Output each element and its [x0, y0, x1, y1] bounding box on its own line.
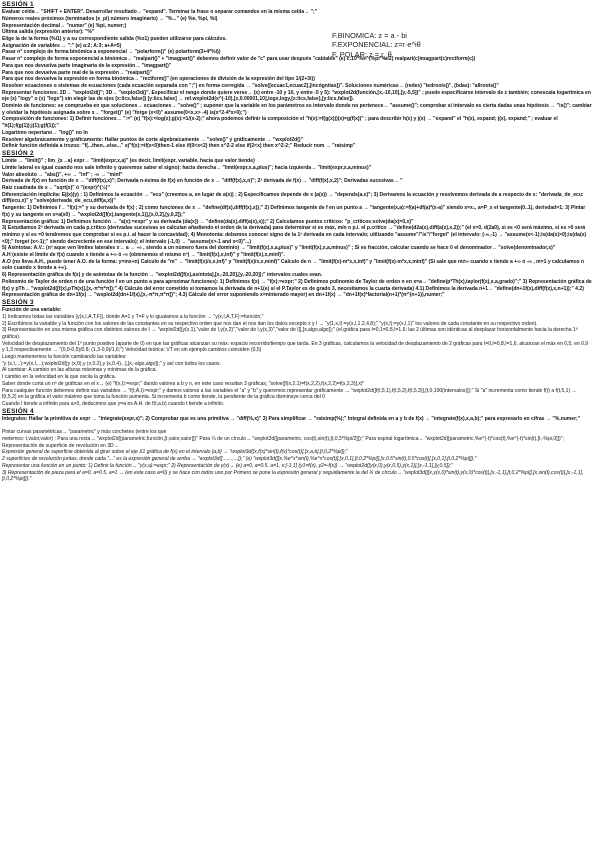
paragraph: Composición de funciones: 1) Definir funciones→ ":=" (e) "f(x):=log(x);g(x):=1/(x-2);" ahora podemos definir la composición el "h(x):=f(g(x)))(x)=g(f(x))" ; para describir h(x) y j(x) → "expand" el "h(x), expand; j(x), expand;" ; evaluar el "h(1);f(g(1));j(1);g(f(1));" — [2, 116, 560, 130]
paragraph: A.O (no lleva A.H., puede tener A.O. de la forma: y=mx+n) Calculo de "m" → "limit(f(x)/x,x,inf)" y "limit(f(x)/x,x,minf)" Calculo de n → "limit(f(x)-m*x,x,inf)" y "limit(f(x)-m*x,x,minf)" (Si sale que m≠∞ cuando x tiende a +∞ ó -∞ , m=1 y calculamos n solo cuando x tiende a +∞). — [2, 258, 586, 272]
paragraph: Representar una función en un punto: 1) Definir la función→ "y(x,a):=expr;" 2) Representación de y(x)→ (e) a=0, a=0.5, a=1, x:[-1,1] (y1=f(x), y2=-f(x)) → "wxplot2d([y(x,0),y(x,0.5),y(x,1)],[x,-1,1],[y,0,5]);" — [2, 462, 453, 469]
paragraph: Diferenciación implícita: Ej(x)(y) : 1) Definimos la ecuación → "ecu" (creemos a, en lugar de a(x)) ; 2) Especificamos depende de x (a(x)) → "depends(a,x)"; 3) Derivamos la ecuación y resolvemos derivada de a respecto de x: "derivada_de_ecu: diff(ecu,x)" y "solve(derivada_de_ecu,diff(a,x))" — [2, 191, 586, 205]
paragraph: Representar funciones: 2D→ "wxplot2d()"; 3D→ "wxplot3d()". Especificar el rango donde quiere verse→ (x) entre -10 y 10, y entre -5 y 5): "wxplot2d(función,[x,-10,10],[y,-5,5])" ; puede especificarse intervalo de z también; conescala logarítmica en eje (x) "logy" o (x) "logx") sin elegir las de ejes [x:lics,false]) [y:lics,false] → ref.wxplot2d(x^(-10),[x,0.00001,10],logx,logy,[x:lics,false],[y:lics,false]). — [2, 89, 593, 103]
paragraph: Saber donde corta un nº de gráficas en el x→ (e) "f(x,I):=expr;" dando valores a b y n, en este caso resultan 3 gráficas; "solve([f(x,2,1)=f(x,2,2),f(x,2,2)=f(x,2,3)],x)" — [2, 380, 365, 387]
paragraph: A.H (existe el límite de f(x) cuando x tiende a +∞ ó -∞ (obtenemos el mismo nº) → "limit(f(x),x,inf)" y "limit(f(x),x,minf)". — [2, 252, 285, 259]
paragraph: Elige la de la forma (%i1) y a su correspondiente salida (%o1) pueden utilizarse para cálculos. — [2, 36, 227, 43]
paragraph: Pasar n° complejo de forma exponencial a binómica→ "realpart()" + "imagpart()" debemos definir valor de "c" para usar después "cabiable" (e) c:10*%e^(%pi*%i/2) realpart(c)imagpart(c)rectform(c)) — [2, 56, 476, 63]
paragraph: metemos: t,valor,valor) : Para una recta→ "wxplot2d([parametric,función,[t,valor,valor]])" Para ¼ de un círculo→ "wxplot2d([parametric, cos(t),sin(t),[t,0,3*%pi/2]]);" Para espiral logarítmica→ "wxplot2d([parametric,%e^(-t)*cos(t),%e^(-t)*sin(t),[t,-%pi,0]])"; — [2, 436, 564, 442]
paragraph: Polinomio de Taylor de orden n de una función f en un punto a para aproximar funciones): 1) Definimos f(x) → "f(x):=expr;" 2) Definimos polinomio de Taylor de orden n en x=a→ "define(p*Th(x),taylor(f(x),x,a,grado)";" 3) Representación gráfica de f(x) y pTh→ "wxplot2d([f(x),pTh(x)],[x,-π*π*π]);" 4) Cálculo del error cometido si tomamos la derivada de n+1(e) si el P.Taylor es de grado 3, necesitamos la cuarta derivada) 4.1) Definimos la derivada n+1→ "define(dn+1f(x),diff(f(x),x,n+1));" 4.2) Representación gráfica de dn+1f(x) → "wxplot2d(dn+1f(x),[x,-π*π,π*π])"; 4.3) Cálculo del error suponiendo x=ninterado mayor) en dn+1f(x) → "dn+1f(x)*factorial(n+1)*(π^(n+1)),numer;" — [2, 278, 594, 299]
paragraph: Representación gráfica: 1) Definimos función → "a(x):=expr" y su derivada (da(x)) → "define(da(x),diff(a(x),x));" 2) Calculamos puntos críticos: "p_criticos:solve(da(x)=0,x)" — [2, 218, 414, 225]
paragraph: Última salida (expresión anterior): "%" — [2, 29, 95, 36]
formula-binomica: F.BINOMICA: z = a - bi — [332, 31, 407, 40]
paragraph: Tangente: 1) Definimos f→ "f(x):=" y su derivada de f(x) ; 2) como funciones de x → "define(df(x),diff(f(x),x));" 2) Definimos tangente de f en un punto a → "tangente(x,a):=f(a)+df(a)*(x-a)" siendo x=x₀, a=P_x el tangente(0..1), derivdad=1; 3) Pintar f(x) y su tangente en x=a(x0) → "wxplot2d([f(x),tangente(x,1)],[x,0,2],[y,0,2]);" — [2, 205, 587, 218]
paragraph: Para que nos devuelva parte real de la expresión→ "realpart()" — [2, 69, 153, 76]
paragraph: Derivada de f(x) en función de x → "diff(f(x),x)"; Derivada n-ésima de f(x) en función de x → "diff(f(x),x,n)"; 2ª derivada de f(x) → "diff(f(x),x,2)"; Derivadas sucesivas→ " — [2, 178, 403, 185]
paragraph: I cambio en la velocidad en la que oscila la gráfica. — [2, 374, 116, 381]
section-title: SESIÓN 3 — [2, 298, 34, 306]
paragraph: Para que nos devuelva parte imaginaria de la expresión→ "imagpart()" — [2, 62, 172, 69]
paragraph: 2 superficies de revolución juntas, donde cada "..." es la expresión general de arriba → "wxplot3d([...,...,...]);" (e) "wxplot3d([[x,%e^x*sin(t),%e^x*cos(t)],[x,0,1],[t,0,2*%pi]],[x,0.5*sin(t),0.5*cos(t)],[x,0,1],[t,0,2*%pi]]);" — [2, 456, 477, 463]
formula-polar: F. POLAR: z = r_θ — [332, 49, 392, 59]
formula-box — [332, 31, 482, 59]
paragraph: Luego mantenemos la función cambiando las variables: — [2, 354, 127, 361]
paragraph: Evaluar celda→ "SHIFT + ENTER". Desarrollar resultado→ "expand". Terminar la frase o separar comandos en la misma celda→ ";" — [2, 9, 318, 16]
paragraph: Resolver algebraicamente y gráficamente: Hallar puntos de corte algebraicamente → "solve()" y gráficamente → "wxplot2d()" — [2, 136, 303, 143]
document-page — [2, 1, 592, 483]
paragraph: Asignación de variables → ":" (e) a:2; A:3; a+A=5) — [2, 42, 122, 49]
paragraph: 3) Estudiamos 2ª derivada en cada p.crítico (derivadas sucesivas se calculan añadiendo el orden de la derivada) para determinar si es máx, mín o p.i. el p.crítico → "define(d2a(x),diff(a(x),x,2));" (el x=0, d(2a0), si es <0 será máximo, si es >0 será mínimo y si es =0 tendremos que comprobar si es p.i. al hacer la concavidad); 4) Monotonía: debemos conocer signo de la 1ª derivada en cada intervalo; utilizando "assume"/"is"/"forget" (el intervalo: (-∞,-1) → "assume(x<-1);is(da(x)>0);is(da(x)<0);" forget (x<-1);" siendo decreciente en ese intervalo); el intervalo (-1,0) → "assume(x>-1 and x<0)"...) — [2, 225, 587, 245]
paragraph: Límite → "limit()" ; lim_{x→a} expr→ "limit(expr,x,a)" (es decir, limit(expr, variable, hacia que valor tiende) — [2, 158, 255, 165]
paragraph: Límite lateral es igual cuando nos sale infinito y queremos saber el signo): hacia derecha→ "limit(expr,x,a,plus)"; hacia izquierda→ "limit(expr,x,a,minus)" — [2, 164, 372, 171]
paragraph: Definir función definida a trozos: "f(...then...else..." ej"f(x):=if(x<0)then-1 else if(0<x<2) then x^2-2 else if(2<x) then x^2-2;" Reducir nom → "ratsimp" — [2, 143, 356, 150]
section-title: SESIÓN 2 — [2, 149, 34, 157]
paragraph: 5) Asíntotas: A.V.: (nº aque ven límites laterales x→ a → -∞ , siendo a un número fuera del dominio) → "limit(f(x),x,a,plus)" y "limit(f(x),x,a,minus)" ; Si es fracción, calcular cuando se hace 0 el denominador→ "solve(denominador,x)" — [2, 245, 556, 252]
section-title: SESIÓN 4 — [2, 407, 34, 415]
paragraph: Cuando I tiende a infinito para a>0, deducimos que y=a es A.H. de f(t,a,b) cuando t tiende a infinito. — [2, 400, 225, 407]
paragraph — [2, 423, 592, 430]
paragraph: Al cambiar: A cambio en las alturas máximas y mínimas de la gráfica. — [2, 367, 157, 374]
paragraph: 2) Escribimos la variable y la función con los valores de las constantes en su respectivo orden que nos dan el nos dan los datos excepto x y I → "y(1,x,I):=y(x,I,1,2,4,8);" "y(x,I):=y(x,I,1)" los valores de cada constante en su respectivo orden). — [2, 320, 538, 327]
paragraph: Dominio de funciones: se comprueba en que soluciones→ ecuaciones→ "solve()" ; suponer que la variable en los parámetros es intervalo donde no pertenece→ "assume()"; comprobar si intervalo es cierta dadas unas hipótesis → "is()"; cambiar y olvidar la hipótesis asignada sobre x→ "forget()" (e) "forge (x<0)" assume(0<x,x> -4) is(x^2-4*x>0);") — [2, 103, 593, 116]
paragraph: 1) Indicamos todas las variables (y(x,I,A,T,F)), donde A=1 y T=F y lo igualamos a la función → "y(x,I,A,T,F):=función;" — [2, 313, 264, 320]
paragraph: Expresión general de superficie obtenida al girar sobre el eje X1 gráfica de f(x) en el intervalo [a,b] → "wxplot3d([x,f(x)*sin(t),f(x)*cos(t)],[x,a,b],[t,0,2*%pi]);" — [2, 449, 348, 456]
section-title: SESIÓN 1 — [2, 1, 34, 8]
paragraph: Integrales: Hallar la primitiva de expr → "integrate(expr,x)"; 2) Comprobar que es una primitiva → "diff(%,x)" 3) Para simplificar → "ratsimp(%);" Integral definida en a y b de f(x) → "integrate(f(x),x,a,b);" para expresarlo en cifras → "%,numer;" — [2, 415, 581, 422]
paragraph: Para cualquier función debemos definir sus variables → "f(t,A,I):=expr;" y damos valores a las variables el "a" y "b" y queremos representar gráficamente → "wxplot2d([f(t,5,1),f(t,5,2),f(t,5,3)],[t,0,100(intervalos)]);" Si "a" incrementa como tiende f(t) a f(t,5,1) → f(t,5,2) en la gráfica el valor máximo que toma la función aumenta. Si incrementa b como tiende, la pendiente de la gráfica disminuye cerca del 0 — [2, 387, 578, 401]
paragraph: Resolver ecuaciones o sistemas de ecuaciones (cada ecuación separada con ";") en forma corregida → "solve([ecuac1,ecuac2],[incógnitas])". Soluciones numéricas→ (redes) "tedrools()", (bdas): "allroots()" — [2, 82, 499, 89]
paragraph: Representación de superficie de revolución en 3D→ — [2, 442, 119, 449]
paragraph: Raíz cuadrada de x→ "sqrt(x)" ó "(expr)^(½)" — [2, 184, 110, 191]
paragraph: 6) Representación gráfica de f(x) y de asíntotas de la función → "wxplot2d([f(x),asíntota],[x,-20,20],[y,-20,20]);" intervalos cuales sean. — [2, 272, 323, 279]
paragraph: Pintar curvas paramétricas→ "parametric" y más corchetes (entre los que — [2, 429, 167, 436]
paragraph: Función de una variable: — [2, 307, 62, 314]
paragraph: 3) Representación de pieza para el a=0, a=0.5, a=1 → (en este caso a=0) y se hace con todos uno por Primero se pone la expresión general y seguidamente la del ¼ de círculo→ "wxplot3d([[x,y(x,0)*sin(t),y(x,0)*cos(t)],[x,-1,1],[t,0,2*%pi]],[x,sin(t),cos(t)],[x,-1,1],[t,0,2*%pi]]);" — [2, 469, 584, 483]
paragraph: Números reales próximos (terminados (e_pi) número imaginario) → "%..." (e) %e, %pi, %i) — [2, 15, 218, 22]
paragraph: Para que nos devuelva la expresión en forma binómica→ "rectform()" (en operaciones de división de la expresión del tipo 1/(2+3i)) — [2, 76, 315, 83]
paragraph: Valor absoluto → "abs()", +∞ → "inf" ; -∞ → "minf" — [2, 171, 123, 178]
paragraph: Pasar n° complejo de forma binómica a exponencial → "polarform()" (e) polarform(3+4*%i)) — [2, 49, 221, 56]
paragraph: 3) Representación en una misma gráfica con distintos valores de I → "wxplot2d([y(x,1),"valor de I,y(x,2)","valor de I,y(x,3)","valor de I]],[x,algo,algo]);" (el gráfica para I=0,1=0.8,I=1.6: las 2 últimas son idénticas al desplazar horizontalmente hacia la derecha 1ª gráfica). — [2, 327, 580, 340]
paragraph: Logaritmo neperiano→ "log()" no ln — [2, 129, 88, 136]
paragraph: "y (x,I,...):=y(x,I,...);wxplot2d([y (x,0),y (x,0.2),y (x,0.4)...],[x,-algo,algo]);" y así con todos los casos. — [2, 360, 221, 367]
paragraph: Velocidad de desplazamiento del 1º punto positivo (aparte de 0) en que las gráficas alcanzan su máx: espacio recorrido/tiempo que tarda. En 3 gráficas, calculamos la velocidad de desplazamiento de 2 gráficas para I=0,I=0,8,I=1,6, alcanzan el máx en 0,5, en 0,9 y 1,3 respectivamente → "(0,9-0,5)/0,8; (1,3-0,9)/1,6;") Velocidad teórica: VT en sin ejemplo cambios coinciden (0,5) — [2, 340, 590, 354]
paragraph: Representación decimal→ "numer" (e) %pi, numer;) — [2, 22, 127, 29]
formula-exponencial: F.EXPONENCIAL: z=r·e^iθ — [332, 40, 421, 50]
